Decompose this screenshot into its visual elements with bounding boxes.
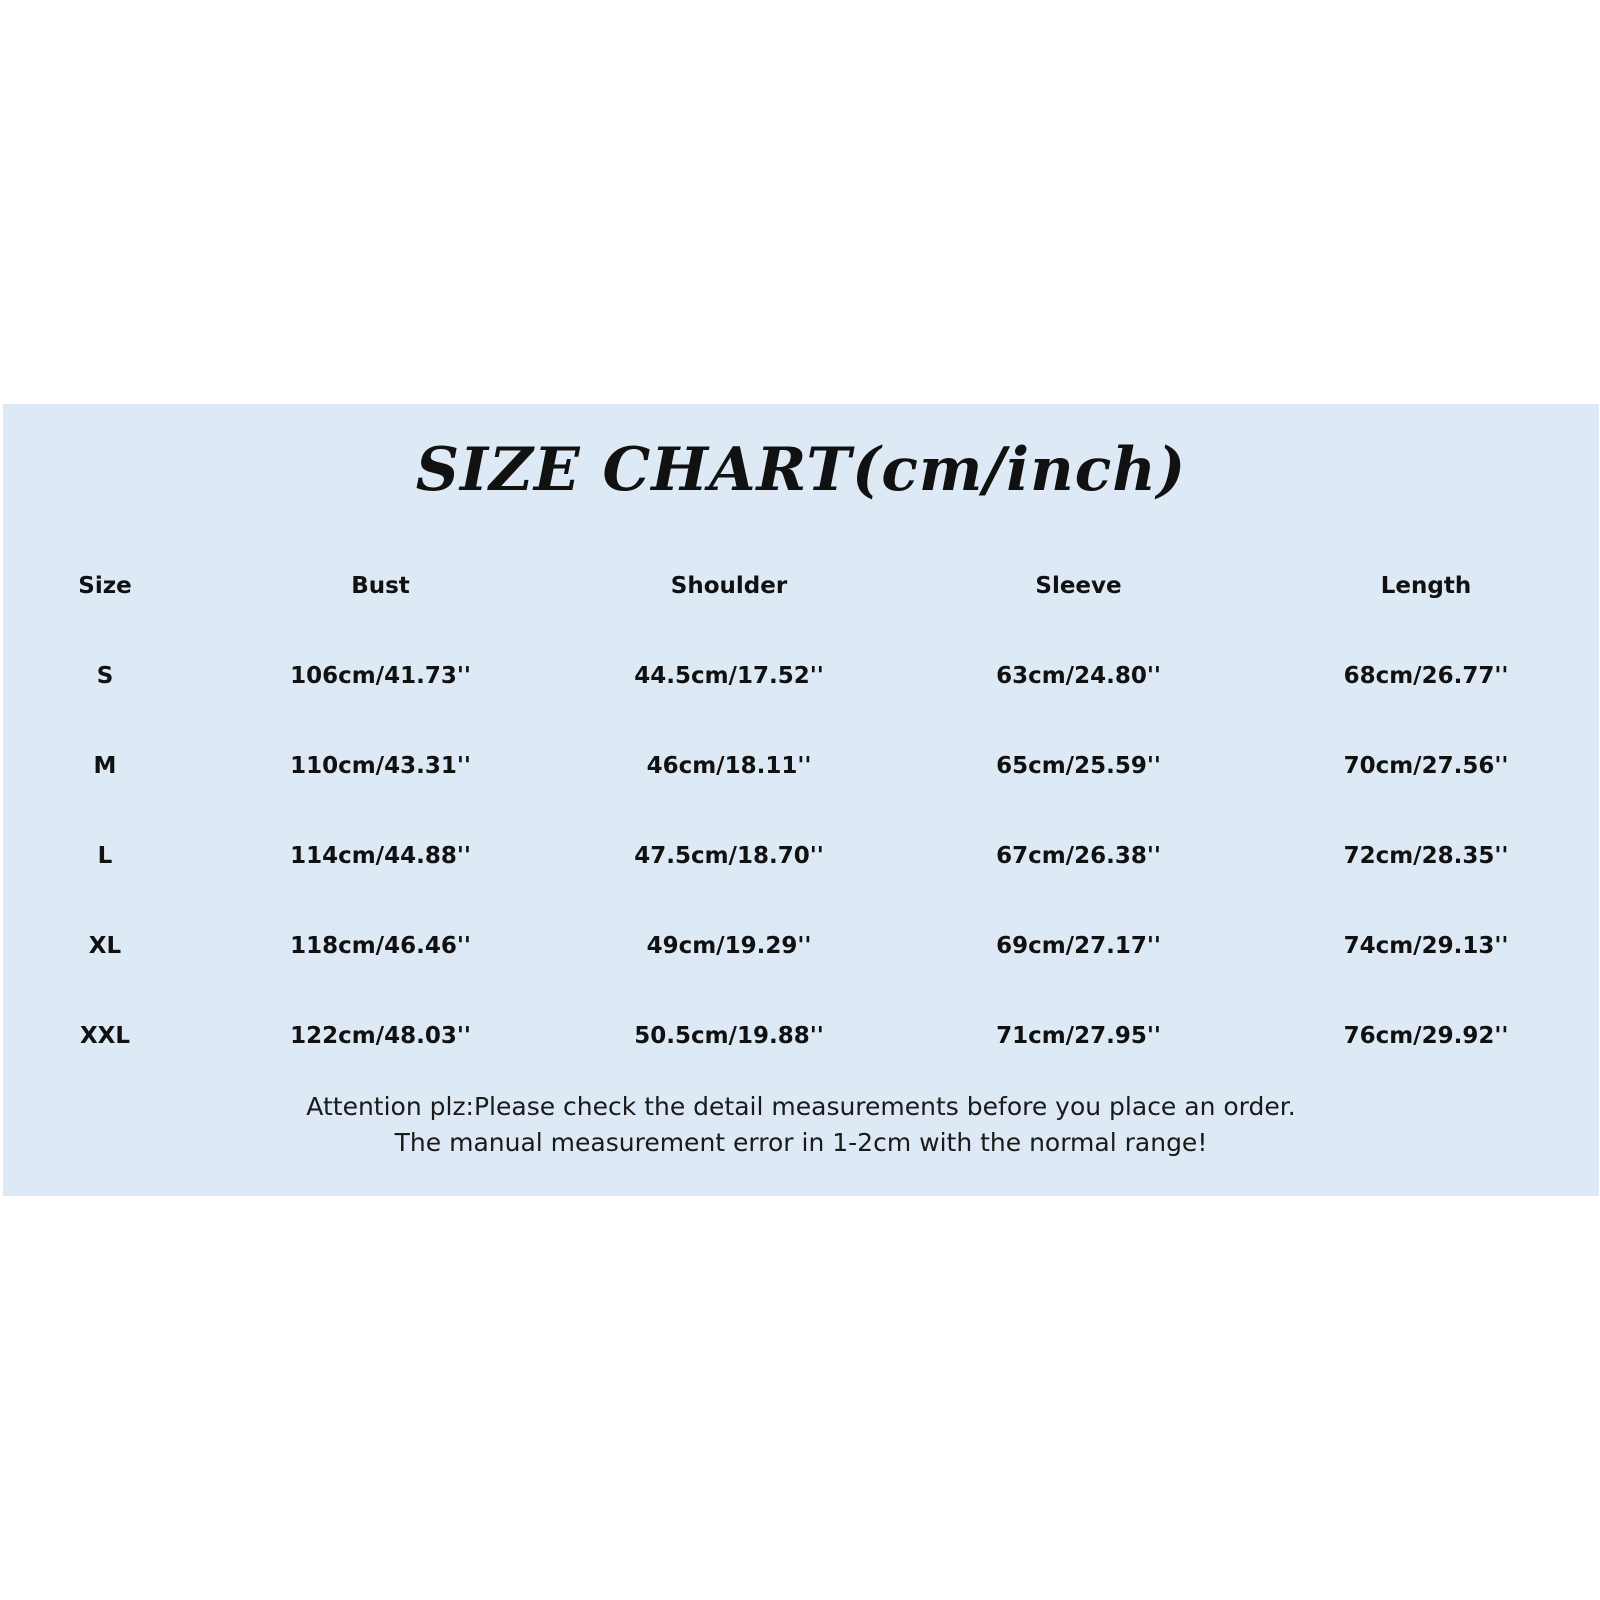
- cell-size: S: [96, 663, 114, 689]
- table-row: [3, 721, 1599, 811]
- cell-length: 76cm/29.92'': [1343, 1023, 1509, 1049]
- cell-shoulder: 46cm/18.11'': [646, 753, 812, 779]
- cell-shoulder: 49cm/19.29'': [646, 933, 812, 959]
- header-bust: Bust: [351, 573, 410, 599]
- cell-bust: 106cm/41.73'': [290, 663, 471, 689]
- cell-sleeve: 63cm/24.80'': [996, 663, 1161, 689]
- cell-shoulder: 44.5cm/17.52'': [634, 663, 824, 689]
- note-line-1: Attention plz:Please check the detail measurements before you place an order.: [306, 1092, 1296, 1121]
- cell-shoulder: 47.5cm/18.70'': [634, 843, 824, 869]
- cell-length: 70cm/27.56'': [1343, 753, 1509, 779]
- cell-size: M: [93, 753, 117, 779]
- header-shoulder: Shoulder: [670, 573, 788, 599]
- table-row: [3, 631, 1599, 721]
- note-line-2: The manual measurement error in 1-2cm with the normal range!: [394, 1128, 1208, 1157]
- cell-sleeve: 65cm/25.59'': [996, 753, 1161, 779]
- cell-bust: 122cm/48.03'': [290, 1023, 471, 1049]
- header-length: Length: [1380, 573, 1472, 599]
- cell-bust: 110cm/43.31'': [290, 753, 471, 779]
- header-size: Size: [78, 573, 132, 599]
- table-header-row: [3, 541, 1599, 631]
- size-chart-panel: [3, 404, 1599, 1196]
- cell-bust: 118cm/46.46'': [290, 933, 471, 959]
- cell-length: 72cm/28.35'': [1343, 843, 1509, 869]
- table-row: [3, 901, 1599, 991]
- cell-bust: 114cm/44.88'': [290, 843, 471, 869]
- cell-length: 68cm/26.77'': [1343, 663, 1509, 689]
- cell-size: XXL: [79, 1023, 131, 1049]
- table-row: [3, 991, 1599, 1081]
- cell-sleeve: 69cm/27.17'': [996, 933, 1161, 959]
- size-table: [3, 541, 1599, 1081]
- cell-size: L: [97, 843, 113, 869]
- page-title: SIZE CHART(cm/inch): [415, 435, 1187, 505]
- header-sleeve: Sleeve: [1035, 573, 1122, 599]
- table-row: [3, 811, 1599, 901]
- cell-sleeve: 71cm/27.95'': [996, 1023, 1161, 1049]
- cell-sleeve: 67cm/26.38'': [996, 843, 1161, 869]
- cell-length: 74cm/29.13'': [1343, 933, 1509, 959]
- cell-shoulder: 50.5cm/19.88'': [634, 1023, 824, 1049]
- cell-size: XL: [88, 933, 122, 959]
- attention-note: [3, 1089, 1599, 1161]
